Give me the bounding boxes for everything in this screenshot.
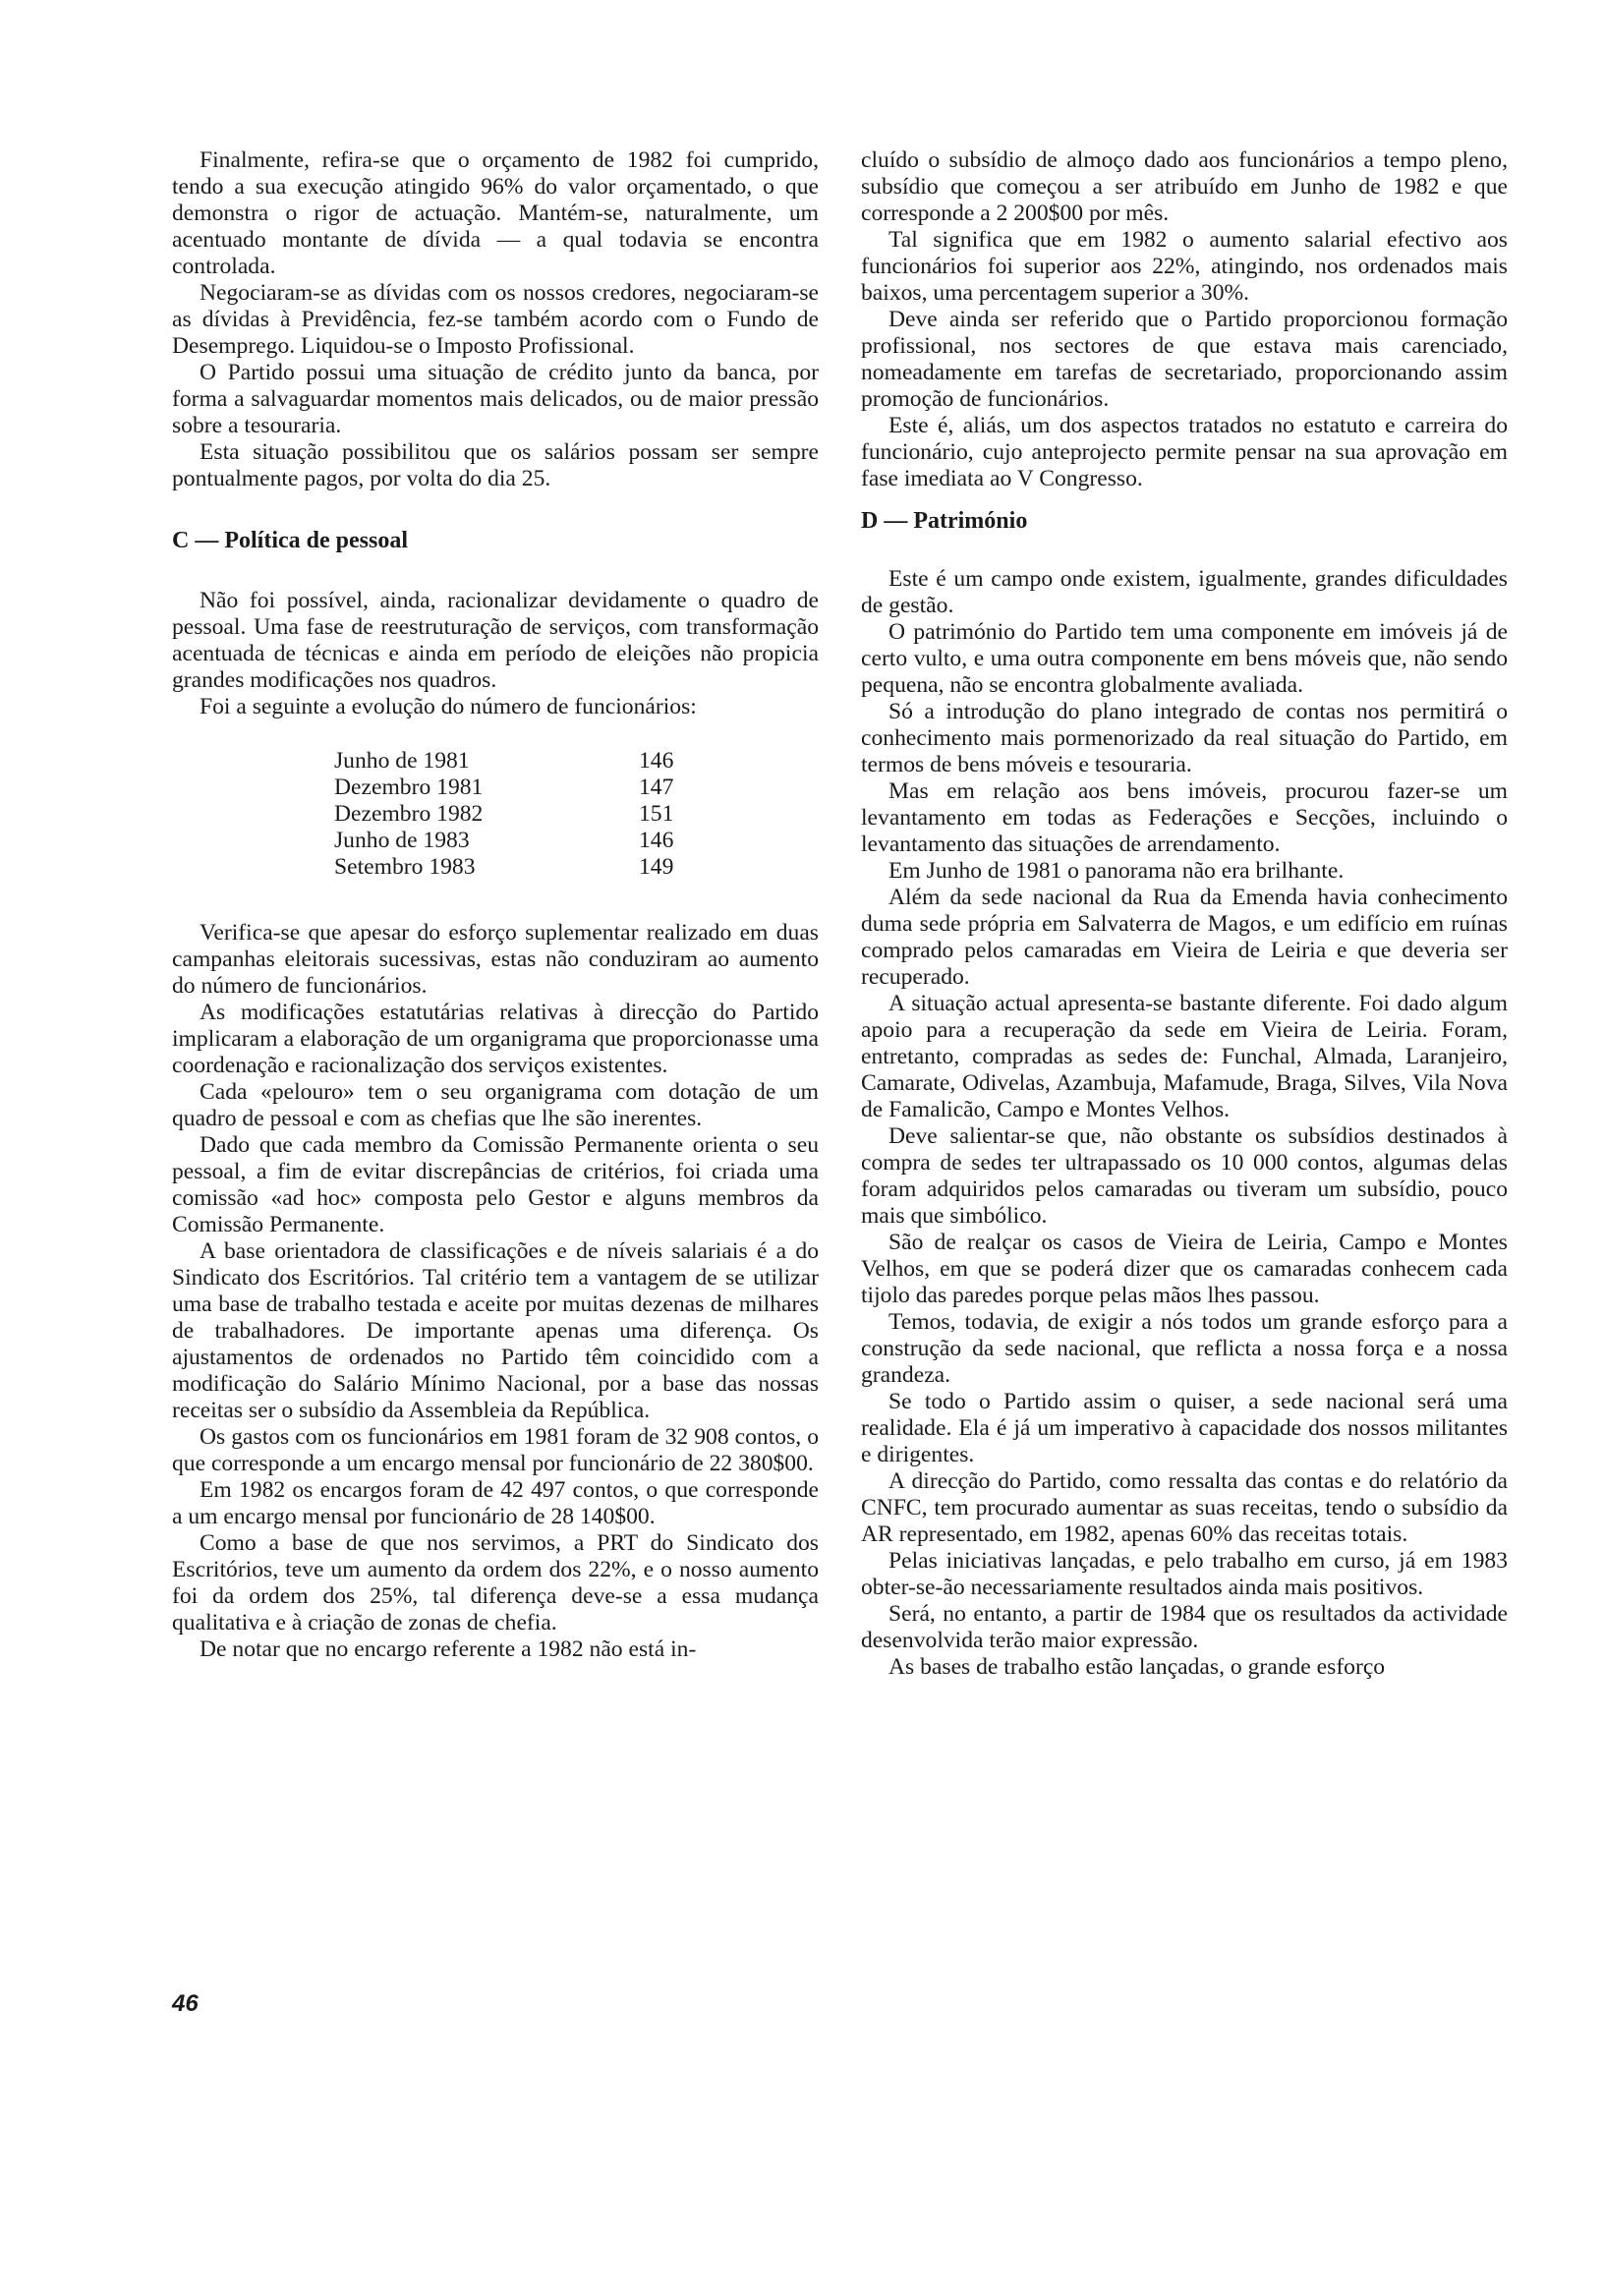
table-cell-count: 146 <box>639 748 674 774</box>
paragraph: Não foi possível, ainda, racionalizar devidamente o quadro de pessoal. Uma fase de reestruturação de serviços, com transformação acentuada de técnicas e ainda em período de eleições não propicia grandes modificações nos quadros. <box>172 588 819 693</box>
paragraph: Deve salientar-se que, não obstante os subsídios destinados à compra de sedes ter ultrapassado os 10 000 contos, algumas delas foram adquiridos pelos camaradas ou tiveram um subsídio, pouco mais que simbólico. <box>861 1123 1508 1229</box>
table-cell-count: 149 <box>639 854 674 880</box>
paragraph: Dado que cada membro da Comissão Permanente orienta o seu pessoal, a fim de evitar discrepâncias de critérios, foi criada uma comissão «ad hoc» composta pelo Gestor e alguns membros da Comissão Permanente. <box>172 1132 819 1237</box>
table-row <box>334 854 673 881</box>
paragraph: Só a introdução do plano integrado de contas nos permitirá o conhecimento mais pormenorizado da real situação do Partido, em termos de bens móveis e tesouraria. <box>861 699 1508 777</box>
paragraph: A direcção do Partido, como ressalta das contas e do relatório da CNFC, tem procurado aumentar as suas receitas, tendo o subsídio da AR representado, em 1982, apenas 60% das receitas totais. <box>861 1468 1508 1547</box>
right-column <box>861 147 1508 1681</box>
paragraph: Mas em relação aos bens imóveis, procurou fazer-se um levantamento em todas as Federações e Secções, incluindo o levantamento das situações de arrendamento. <box>861 778 1508 857</box>
table-cell-period: Dezembro 1981 <box>334 775 484 800</box>
paragraph: Negociaram-se as dívidas com os nossos credores, negociaram-se as dívidas à Previdência, fez-se também acordo com o Fundo de Desemprego. Liquidou-se o Imposto Profissional. <box>172 280 819 359</box>
table-cell-count: 151 <box>639 801 674 827</box>
paragraph: As modificações estatutárias relativas à direcção do Partido implicaram a elaboração de um organigrama que proporcionasse uma coordenação e racionalização dos serviços existentes. <box>172 1000 819 1078</box>
paragraph: Em Junho de 1981 o panorama não era brilhante. <box>888 858 1345 884</box>
staff-count-table <box>334 748 673 881</box>
section-c-heading: C — Política de pessoal <box>172 528 408 553</box>
paragraph: São de realçar os casos de Vieira de Leiria, Campo e Montes Velhos, em que se poderá dizer que os camaradas conhecem cada tijolo das paredes porque pelas mãos lhes passou. <box>861 1230 1508 1308</box>
paragraph: A situação actual apresenta-se bastante diferente. Foi dado algum apoio para a recuperação da sede em Vieira de Leiria. Foram, entretanto, compradas as sedes de: Funchal, Almada, Laranjeiro, Camarate, Odivelas, Azambuja, Mafamude, Braga, Silves, Vila Nova de Famalicão, Campo e Montes Velhos. <box>861 991 1508 1122</box>
paragraph: Os gastos com os funcionários em 1981 foram de 32 908 contos, o que corresponde a um encargo mensal por funcionário de 22 380$00. <box>172 1424 819 1476</box>
paragraph: Finalmente, refira-se que o orçamento de 1982 foi cumprido, tendo a sua execução atingido 96% do valor orçamentado, o que demonstra o rigor de actuação. Mantém-se, naturalmente, um acentuado montante de dívida — a qual todavia se encontra controlada. <box>172 147 819 279</box>
paragraph: Além da sede nacional da Rua da Emenda havia conhecimento duma sede própria em Salvaterra de Magos, e um edifício em ruínas comprado pelos camaradas em Vieira de Leiria e que deveria ser recuperado. <box>861 885 1508 990</box>
table-row <box>334 748 673 775</box>
table-cell-period: Setembro 1983 <box>334 854 476 880</box>
paragraph: O Partido possui uma situação de crédito junto da banca, por forma a salvaguardar momentos mais delicados, ou de maior pressão sobre a tesouraria. <box>172 360 819 438</box>
paragraph: Tal significa que em 1982 o aumento salarial efectivo aos funcionários foi superior aos 22%, atingindo, nos ordenados mais baixos, uma percentagem superior a 30%. <box>861 227 1508 306</box>
paragraph: Se todo o Partido assim o quiser, a sede nacional será uma realidade. Ela é já um imperativo à capacidade dos nossos militantes e dirigentes. <box>861 1389 1508 1467</box>
paragraph: Esta situação possibilitou que os salários possam ser sempre pontualmente pagos, por volta do dia 25. <box>172 439 819 491</box>
section-d-heading: D — Património <box>861 508 1028 534</box>
paragraph: Foi a seguinte a evolução do número de funcionários: <box>200 694 697 719</box>
table-cell-count: 147 <box>639 775 674 800</box>
paragraph: Pelas iniciativas lançadas, e pelo trabalho em curso, já em 1983 obter-se-ão necessariamente resultados ainda mais positivos. <box>861 1548 1508 1600</box>
table-cell-period: Junho de 1981 <box>334 748 470 774</box>
paragraph: Deve ainda ser referido que o Partido proporcionou formação profissional, nos sectores de que estava mais carenciado, nomeadamente em tarefas de secretariado, proporcionando assim promoção de funcionários. <box>861 307 1508 412</box>
paragraph: Verifica-se que apesar do esforço suplementar realizado em duas campanhas eleitorais sucessivas, estas não conduziram ao aumento do número de funcionários. <box>172 920 819 999</box>
paragraph: Como a base de que nos servimos, a PRT do Sindicato dos Escritórios, teve um aumento da ordem dos 22%, e o nosso aumento foi da ordem dos 25%, tal diferença deve-se a essa mudança qualitativa e à criação de zonas de chefia. <box>172 1530 819 1636</box>
table-cell-count: 146 <box>639 828 674 853</box>
paragraph: Temos, todavia, de exigir a nós todos um grande esforço para a construção da sede nacional, que reflicta a nossa força e a nossa grandeza. <box>861 1309 1508 1388</box>
paragraph-continued: cluído o subsídio de almoço dado aos funcionários a tempo pleno, subsídio que começou a ser atribuído em Junho de 1982 e que corresponde a 2 200$00 por mês. <box>861 147 1508 226</box>
table-row <box>334 801 673 828</box>
table-row <box>334 828 673 854</box>
paragraph: Cada «pelouro» tem o seu organigrama com dotação de um quadro de pessoal e com as chefias que lhe são inerentes. <box>172 1079 819 1131</box>
table-cell-period: Dezembro 1982 <box>334 801 484 827</box>
page-number: 46 <box>172 1990 199 2017</box>
paragraph: As bases de trabalho estão lançadas, o grande esforço <box>888 1654 1386 1680</box>
paragraph: O património do Partido tem uma componente em imóveis já de certo vulto, e uma outra componente em bens móveis que, não sendo pequena, não se encontra globalmente avaliada. <box>861 619 1508 698</box>
table-cell-period: Junho de 1983 <box>334 828 470 853</box>
paragraph: A base orientadora de classificações e de níveis salariais é a do Sindicato dos Escritórios. Tal critério tem a vantagem de se utilizar uma base de trabalho testada e aceite por muitas dezenas de milhares de trabalhadores. De importante apenas uma diferença. Os ajustamentos de ordenados no Partido têm coincidido com a modificação do Salário Mínimo Nacional, por a base das nossas receitas ser o subsídio da Assembleia da República. <box>172 1238 819 1423</box>
paragraph: De notar que no encargo referente a 1982 não está in- <box>200 1636 697 1662</box>
table-row <box>334 775 673 801</box>
paragraph: Será, no entanto, a partir de 1984 que os resultados da actividade desenvolvida terão maior expressão. <box>861 1601 1508 1653</box>
paragraph: Este é, aliás, um dos aspectos tratados no estatuto e carreira do funcionário, cujo anteprojecto permite pensar na sua aprovação em fase imediata ao V Congresso. <box>861 413 1508 491</box>
paragraph: Em 1982 os encargos foram de 42 497 contos, o que corresponde a um encargo mensal por funcionário de 28 140$00. <box>172 1477 819 1529</box>
left-column <box>172 147 819 1663</box>
paragraph: Este é um campo onde existem, igualmente, grandes dificuldades de gestão. <box>861 566 1508 618</box>
